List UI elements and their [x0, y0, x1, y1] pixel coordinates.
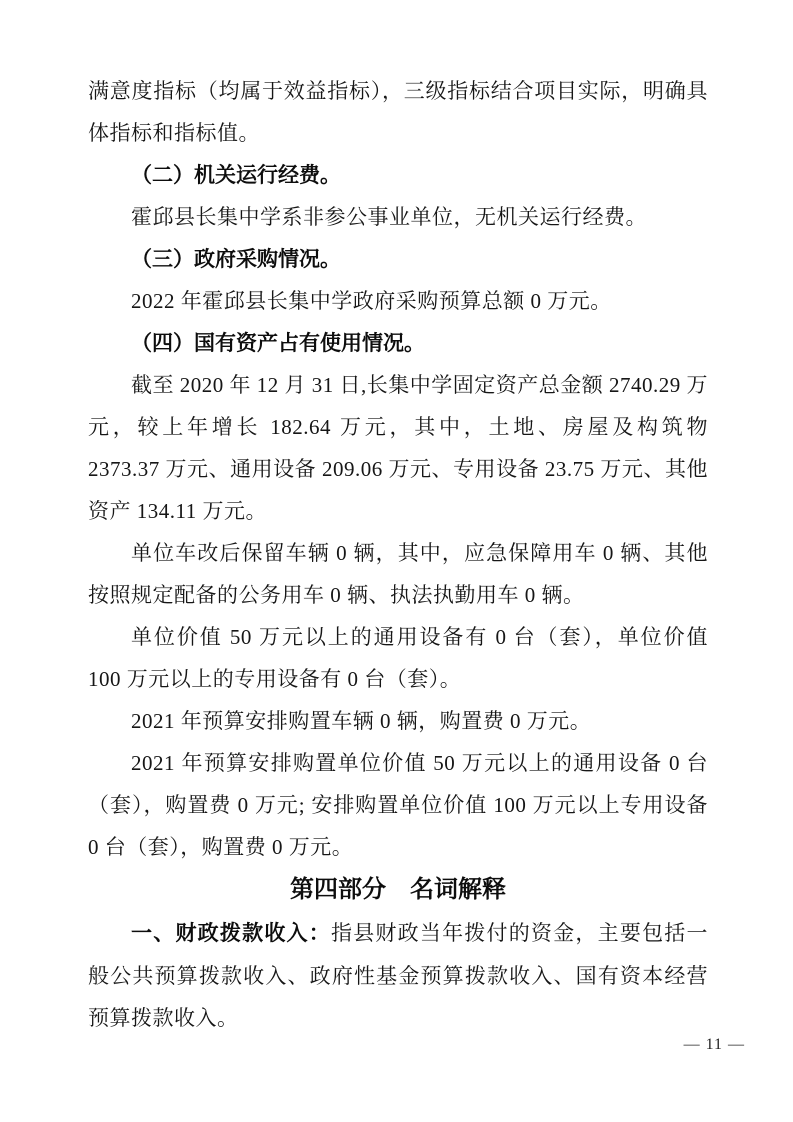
paragraph: 2022 年霍邱县长集中学政府采购预算总额 0 万元。 — [131, 289, 612, 313]
page-content — [88, 70, 708, 1039]
term-text: 指县财政当年拨付的资金，主要包括一般公共预算拨款收入、政府性基金预算拨款收入、国有资本经营预算拨款收入。 — [88, 921, 709, 1030]
paragraph-continuation: 满意度指标（均属于效益指标），三级指标结合项目实际，明确具体指标和指标值。 — [88, 79, 708, 145]
term-lead: 一、财政拨款收入： — [131, 922, 331, 945]
section-heading-3: （三）政府采购情况。 — [131, 247, 341, 271]
part-title: 第四部分 名词解释 — [290, 876, 506, 903]
paragraph: 单位车改后保留车辆 0 辆，其中，应急保障用车 0 辆、其他按照规定配备的公务用车 0 辆、执法执勤用车 0 辆。 — [88, 541, 708, 607]
paragraph: 2021 年预算安排购置车辆 0 辆，购置费 0 万元。 — [131, 709, 592, 733]
section-heading-4: （四）国有资产占有使用情况。 — [131, 331, 425, 355]
paragraph: 截至 2020 年 12 月 31 日,长集中学固定资产总金额 2740.29 万元，较上年增长 182.64 万元，其中，土地、房屋及构筑物 2373.37 万元、通用设备 209.06 万元、专用设备 23.75 万元、其他资产 134.11 万元。 — [88, 373, 708, 523]
term-definition — [88, 912, 708, 1039]
page-number: — 11 — — [683, 1036, 745, 1053]
section-heading-2: （二）机关运行经费。 — [131, 163, 341, 187]
paragraph: 霍邱县长集中学系非参公事业单位，无机关运行经费。 — [131, 205, 647, 229]
paragraph: 2021 年预算安排购置单位价值 50 万元以上的通用设备 0 台（套），购置费 0 万元; 安排购置单位价值 100 万元以上专用设备 0 台（套），购置费 0 万元。 — [88, 751, 708, 859]
paragraph: 单位价值 50 万元以上的通用设备有 0 台（套），单位价值 100 万元以上的专用设备有 0 台（套）。 — [88, 625, 708, 691]
